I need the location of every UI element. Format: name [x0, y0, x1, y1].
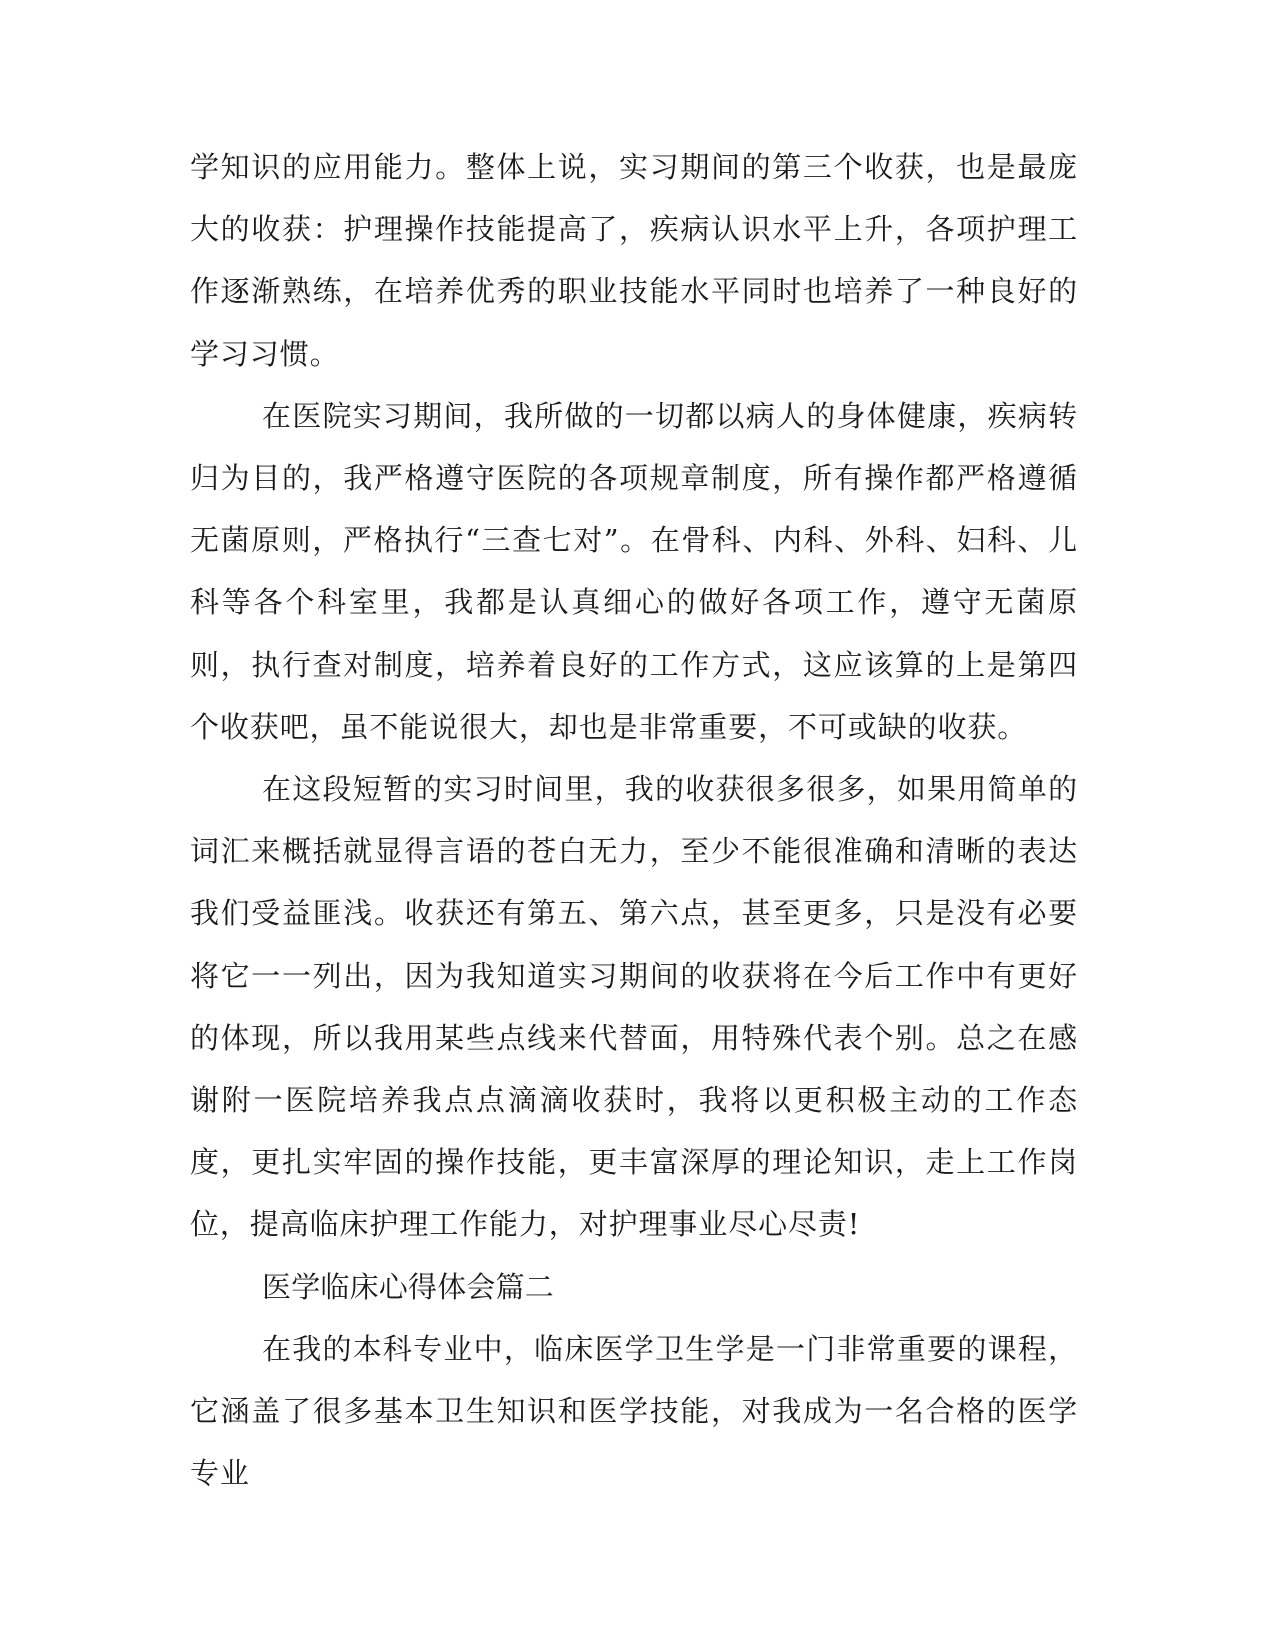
- paragraph-3: 在这段短暂的实习时间里，我的收获很多很多，如果用简单的词汇来概括就显得言语的苍白无力，至少不能很准确和清晰的表达我们受益匪浅。收获还有第五、第六点，甚至更多，只是没有必要将它一一列出，因为我知道实习期间的收获将在今后工作中有更好的体现，所以我用某些点线来代替面，用特殊代表个别。总之在感谢附一医院培养我点点滴滴收获时，我将以更积极主动的工作态度，更扎实牢固的操作技能，更丰富深厚的理论知识，走上工作岗位，提高临床护理工作能力，对护理事业尽心尽责!: [190, 772, 1078, 1242]
- document-body: [190, 136, 1078, 1504]
- paragraph-1: 学知识的应用能力。整体上说，实习期间的第三个收获，也是最庞大的收获：护理操作技能提高了，疾病认识水平上升，各项护理工作逐渐熟练，在培养优秀的职业技能水平同时也培养了一种良好的学习习惯。: [190, 150, 1078, 371]
- paragraph-4: 在我的本科专业中，临床医学卫生学是一门非常重要的课程，它涵盖了很多基本卫生知识和医学技能，对我成为一名合格的医学专业: [190, 1331, 1078, 1491]
- section-heading: 医学临床心得体会篇二: [262, 1269, 555, 1304]
- paragraph-2: 在医院实习期间，我所做的一切都以病人的身体健康，疾病转归为目的，我严格遵守医院的各项规章制度，所有操作都严格遵循无菌原则，严格执行“三查七对”。在骨科、内科、外科、妇科、儿科等各个科室里，我都是认真细心的做好各项工作，遵守无菌原则，执行查对制度，培养着良好的工作方式，这应该算的上是第四个收获吧，虽不能说很大，却也是非常重要，不可或缺的收获。: [190, 398, 1078, 744]
